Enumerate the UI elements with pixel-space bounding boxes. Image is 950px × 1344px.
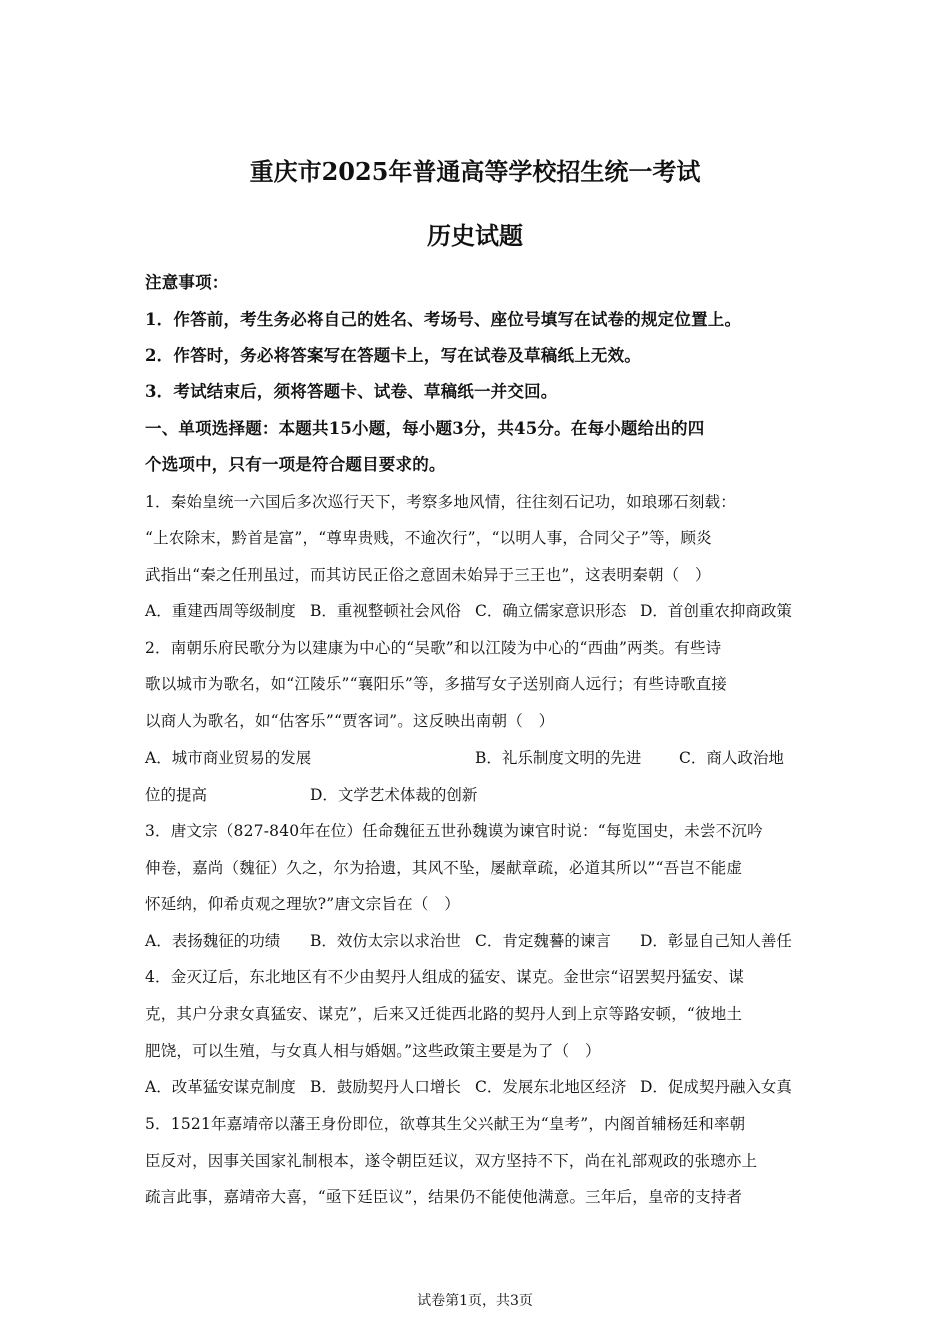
question-5-text: 5．1521年嘉靖帝以藩王身份即位，欲尊其生父兴献王为“皇考”，内阁首辅杨廷和率朝	[145, 1115, 746, 1133]
question-2-text: 2．南朝乐府民歌分为以建康为中心的“吴歌”和以江陵为中心的“西曲”两类。有些诗	[145, 639, 722, 657]
notice-item: 2．作答时，务必将答案写在答题卡上，写在试卷及草稿纸上无效。	[145, 346, 641, 365]
question-1-text: 武指出“秦之任刑虽过，而其访民正俗之意固未始异于三王也”，这表明秦朝（ ）	[145, 566, 711, 584]
question-5-text: 疏言此事，嘉靖帝大喜，“亟下廷臣议”，结果仍不能使他满意。三年后，皇帝的支持者	[145, 1188, 743, 1206]
question-1-text: “上农除末，黔首是富”，“尊卑贵贱，不逾次行”，“以明人事，合同父子”等，顾炎	[145, 529, 712, 547]
option-b[interactable]: B．效仿太宗以求治世	[310, 932, 461, 950]
option-d[interactable]: D．促成契丹融入女真	[640, 1078, 792, 1096]
option-b[interactable]: B．鼓励契丹人口增长	[310, 1078, 461, 1096]
section-heading: 一、单项选择题：本题共15小题，每小题3分，共45分。在每小题给出的四	[145, 419, 705, 438]
option-b[interactable]: B．重视整顿社会风俗	[310, 602, 461, 620]
option-a[interactable]: A．重建西周等级制度	[145, 602, 296, 620]
option-c[interactable]: C．确立儒家意识形态	[475, 602, 627, 620]
option-d[interactable]: D．文学艺术体裁的创新	[310, 786, 478, 804]
question-2-text: 以商人为歌名，如“估客乐”“贾客词”。这反映出南朝（ ）	[145, 712, 555, 730]
section-heading: 个选项中，只有一项是符合题目要求的。	[145, 455, 446, 474]
option-c[interactable]: C．发展东北地区经济	[475, 1078, 627, 1096]
question-2-text: 歌以城市为歌名，如“江陵乐”“襄阳乐”等，多描写女子送别商人远行；有些诗歌直接	[145, 675, 727, 693]
question-1-text: 1．秦始皇统一六国后多次巡行天下，考察多地风情，往往刻石记功，如琅琊石刻载：	[145, 493, 736, 511]
option-c-continued[interactable]: 位的提高	[145, 786, 208, 804]
option-c[interactable]: C．商人政治地	[679, 749, 784, 767]
question-3-text: 怀延纳，仰希贞观之理欤?”唐文宗旨在（ ）	[145, 895, 460, 913]
question-3-text: 伸卷，嘉尚（魏征）久之，尔为拾遗，其风不坠，屡献章疏，必道其所以”“吾岂不能虚	[145, 859, 743, 877]
notice-item: 3．考试结束后，须将答题卡、试卷、草稿纸一并交回。	[145, 382, 558, 401]
question-4-text: 肥饶，可以生殖，与女真人相与婚姻。”这些政策主要是为了（ ）	[145, 1042, 601, 1060]
option-a[interactable]: A．表扬魏征的功绩	[145, 932, 281, 950]
page-footer: 试卷第1页，共3页	[417, 1293, 533, 1309]
question-3-text: 3．唐文宗（827-840年在位）任命魏征五世孙魏谟为谏官时说：“每览国史，未尝不沉吟	[145, 822, 763, 840]
question-5-text: 臣反对，因事关国家礼制根本，遂令朝臣廷议，双方坚持不下，尚在礼部观政的张璁亦上	[145, 1152, 758, 1170]
option-d[interactable]: D．首创重农抑商政策	[640, 602, 792, 620]
notice-item: 1．作答前，考生务必将自己的姓名、考场号、座位号填写在试卷的规定位置上。	[145, 310, 742, 329]
exam-title: 重庆市2025年普通高等学校招生统一考试	[249, 157, 701, 186]
option-a[interactable]: A．城市商业贸易的发展	[145, 749, 312, 767]
option-c[interactable]: C．肯定魏謩的谏言	[475, 932, 611, 950]
question-4-text: 4．金灭辽后，东北地区有不少由契丹人组成的猛安、谋克。金世宗“诏罢契丹猛安、谋	[145, 968, 745, 986]
option-d[interactable]: D．彰显自己知人善任	[640, 932, 792, 950]
exam-subtitle: 历史试题	[427, 221, 523, 250]
notice-heading: 注意事项：	[145, 273, 229, 292]
question-4-text: 克，其户分隶女真猛安、谋克”，后来又迁徙西北路的契丹人到上京等路安顿，“彼地土	[145, 1005, 743, 1023]
option-a[interactable]: A．改革猛安谋克制度	[145, 1078, 296, 1096]
option-b[interactable]: B．礼乐制度文明的先进	[475, 749, 642, 767]
